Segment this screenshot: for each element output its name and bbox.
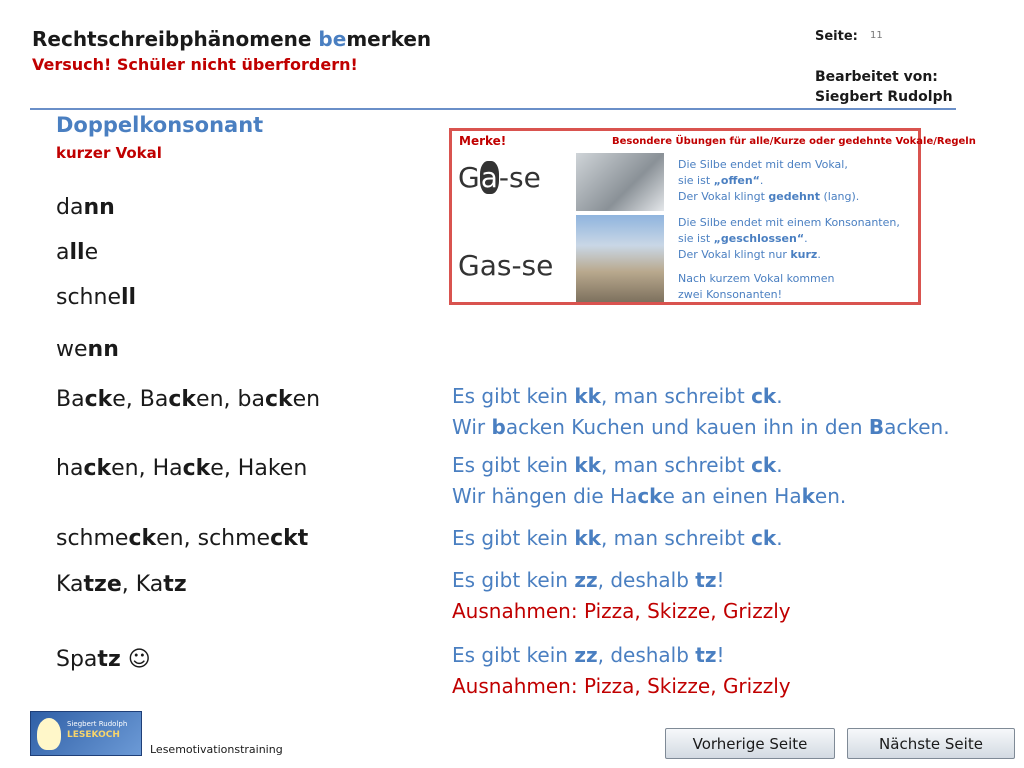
title-text: Rechtschreibphänomene bbox=[32, 27, 319, 51]
smiley-icon: ☺ bbox=[120, 647, 151, 672]
ck-rule: Es gibt kein kk, man schreibt ck. bbox=[452, 384, 783, 408]
open-syllable-rule: Die Silbe endet mit dem Vokal, sie ist „offen“. Der Vokal klingt gedehnt (lang). bbox=[678, 158, 860, 203]
section-subheading: kurzer Vokal bbox=[56, 144, 162, 162]
next-page-button[interactable]: Nächste Seite bbox=[847, 728, 1015, 759]
explanation-hacken bbox=[452, 450, 846, 512]
ck-rule: Es gibt kein kk, man schreibt ck. bbox=[452, 453, 783, 477]
open-syllable-word: Ga-se bbox=[458, 161, 541, 194]
exceptions: Ausnahmen: Pizza, Skizze, Grizzly bbox=[452, 674, 791, 698]
explanation-spatz bbox=[452, 640, 791, 702]
explanation-backe bbox=[452, 381, 950, 443]
exceptions: Ausnahmen: Pizza, Skizze, Grizzly bbox=[452, 599, 791, 623]
closed-syllable-rule: Die Silbe endet mit einem Konsonanten, sie ist „geschlossen“. Der Vokal klingt nur kurz. bbox=[678, 216, 900, 261]
title-highlight: be bbox=[318, 27, 347, 51]
exhaust-gas-image bbox=[576, 153, 664, 211]
merke-box bbox=[449, 128, 976, 305]
merke-title: Merke! bbox=[459, 134, 507, 148]
word-spatz: Spatz ☺ bbox=[56, 647, 151, 672]
editor-name: Siegbert Rudolph bbox=[815, 89, 953, 105]
explanation-katze bbox=[452, 565, 791, 627]
hacke-sentence: Wir hängen die Hacke an einen Haken. bbox=[452, 484, 847, 508]
word-backe: Backe, Backen, backen bbox=[56, 387, 321, 412]
lesekoch-logo: Siegbert Rudolph LESEKOCH bbox=[30, 711, 142, 756]
previous-page-button[interactable]: Vorherige Seite bbox=[665, 728, 835, 759]
ck-rule: Es gibt kein kk, man schreibt ck. bbox=[452, 526, 783, 550]
page-number: 11 bbox=[870, 30, 883, 41]
explanation-schmecken bbox=[452, 523, 783, 554]
alley-image bbox=[576, 215, 664, 302]
header-divider bbox=[30, 108, 956, 110]
editor-label: Bearbeitet von: bbox=[815, 69, 938, 85]
section-heading: Doppelkonsonant bbox=[56, 113, 264, 137]
word-hacken: hacken, Hacke, Haken bbox=[56, 456, 308, 481]
footer-label: Lesemotivationstraining bbox=[150, 743, 283, 756]
lightbulb-icon bbox=[37, 718, 61, 750]
word-katze: Katze, Katz bbox=[56, 572, 187, 597]
editor-info bbox=[815, 67, 953, 107]
word-schmecken: schmecken, schmeckt bbox=[56, 526, 309, 551]
page-title bbox=[32, 27, 431, 51]
double-consonant-rule: Nach kurzem Vokal kommen zwei Konsonanten! bbox=[678, 272, 835, 301]
merke-note: Besondere Übungen für alle/Kurze oder gedehnte Vokale/Regeln bbox=[612, 136, 976, 147]
word-alle: alle bbox=[56, 240, 99, 265]
page-label: Seite: bbox=[815, 29, 858, 44]
word-schnell: schnell bbox=[56, 285, 137, 310]
closed-syllable-word: Gas-se bbox=[458, 249, 554, 282]
word-dann: dann bbox=[56, 195, 115, 220]
backen-sentence: Wir backen Kuchen und kauen ihn in den Backen. bbox=[452, 415, 950, 439]
page-subtitle: Versuch! Schüler nicht überfordern! bbox=[32, 55, 358, 74]
tz-rule: Es gibt kein zz, deshalb tz! bbox=[452, 643, 725, 667]
title-text-end: merken bbox=[346, 27, 432, 51]
tz-rule: Es gibt kein zz, deshalb tz! bbox=[452, 568, 725, 592]
word-wenn: wenn bbox=[56, 337, 119, 362]
